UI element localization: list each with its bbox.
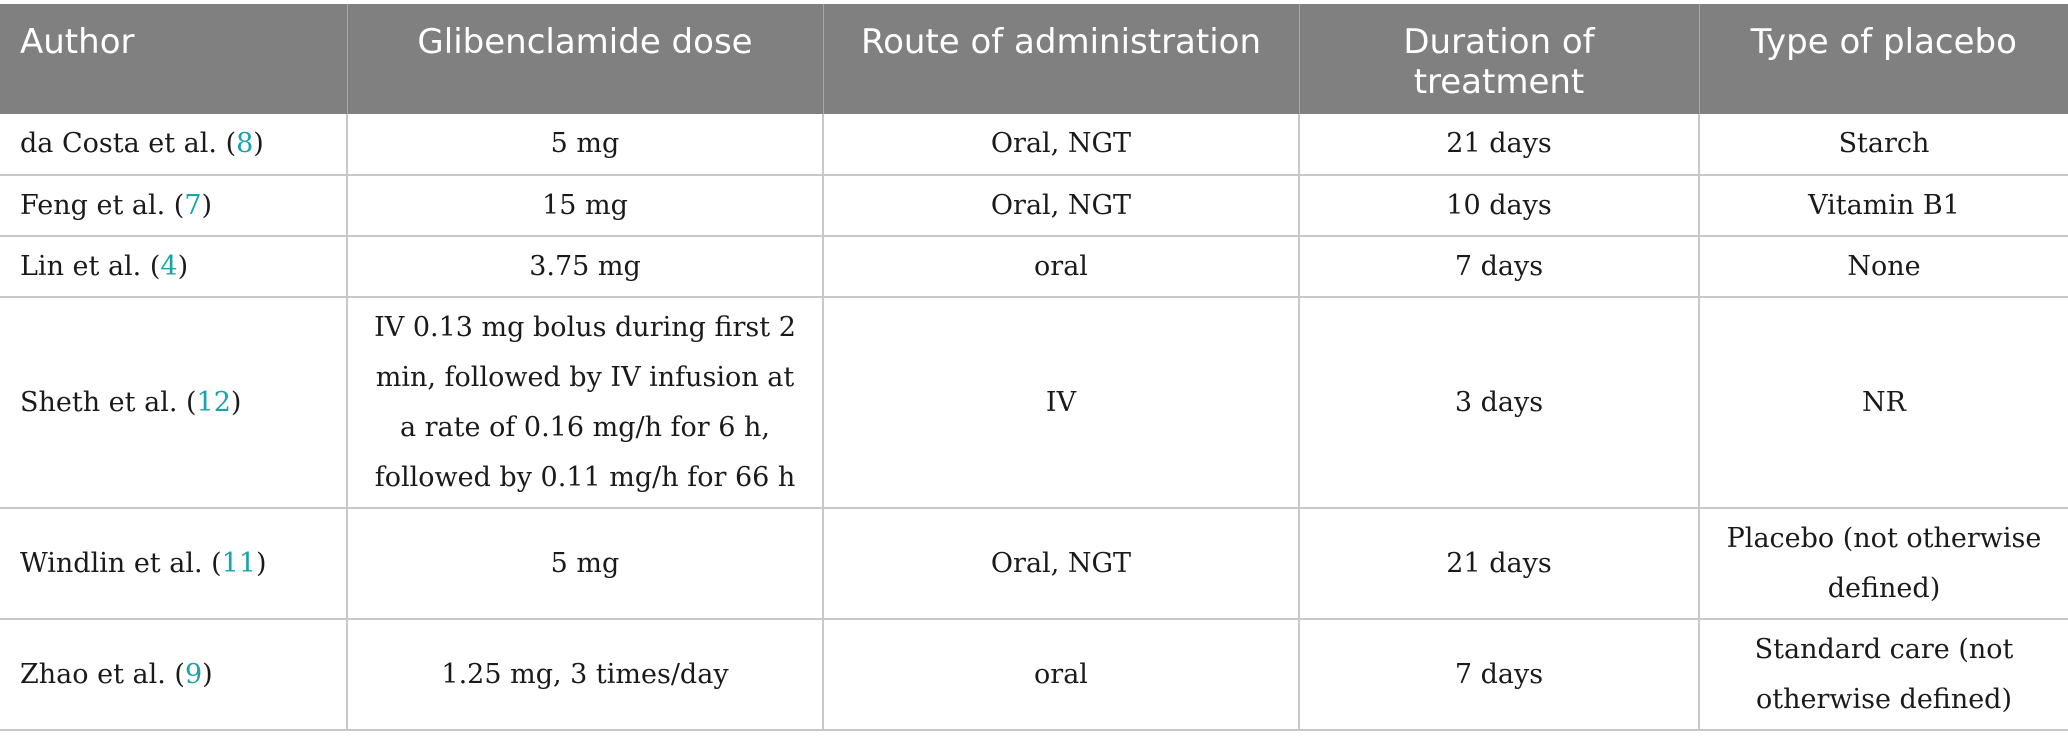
reference-link[interactable]: 8 bbox=[236, 128, 254, 159]
cell-dose: 1.25 mg, 3 times/day bbox=[347, 619, 823, 730]
cell-duration: 10 days bbox=[1299, 175, 1699, 236]
author-name: da Costa et al. ( bbox=[20, 128, 237, 159]
cell-author bbox=[0, 619, 347, 730]
cell-duration: 7 days bbox=[1299, 619, 1699, 730]
cell-duration: 3 days bbox=[1299, 297, 1699, 508]
author-close-paren: ) bbox=[253, 128, 264, 159]
table-row bbox=[0, 619, 2068, 730]
author-close-paren: ) bbox=[177, 250, 189, 282]
cell-dose: 5 mg bbox=[347, 508, 823, 619]
header-type-of-placebo: Type of placebo bbox=[1699, 2, 2068, 114]
table-body bbox=[0, 114, 2068, 730]
cell-author bbox=[0, 114, 347, 175]
header-author: Author bbox=[0, 2, 347, 114]
cell-author bbox=[0, 508, 347, 619]
cell-duration: 7 days bbox=[1299, 236, 1699, 297]
cell-placebo: Starch bbox=[1699, 114, 2068, 175]
cell-dose: IV 0.13 mg bolus during first 2 min, followed by IV infusion at a rate of 0.16 mg/h for 6 h, followed by 0.11 mg/h for 66 h bbox=[347, 297, 823, 508]
cell-placebo: Vitamin B1 bbox=[1699, 175, 2068, 236]
table-row bbox=[0, 508, 2068, 619]
author-close-paren: ) bbox=[230, 386, 242, 418]
reference-link[interactable]: 4 bbox=[160, 250, 178, 282]
author-close-paren: ) bbox=[256, 547, 267, 579]
cell-route: oral bbox=[823, 236, 1299, 297]
author-close-paren: ) bbox=[201, 189, 213, 221]
cell-author bbox=[0, 297, 347, 508]
header-glibenclamide-dose: Glibenclamide dose bbox=[347, 2, 823, 114]
table-header bbox=[0, 2, 2068, 114]
cell-duration: 21 days bbox=[1299, 508, 1699, 619]
table-row bbox=[0, 175, 2068, 236]
cell-route: Oral, NGT bbox=[823, 114, 1299, 175]
table-row bbox=[0, 297, 2068, 508]
cell-author bbox=[0, 236, 347, 297]
reference-link[interactable]: 9 bbox=[184, 658, 203, 690]
cell-duration: 21 days bbox=[1299, 114, 1699, 175]
author-name: Sheth et al. ( bbox=[20, 386, 197, 418]
cell-dose: 3.75 mg bbox=[347, 236, 823, 297]
cell-route: IV bbox=[823, 297, 1299, 508]
header-route-of-administration: Route of administration bbox=[823, 2, 1299, 114]
cell-route: oral bbox=[823, 619, 1299, 730]
cell-placebo: None bbox=[1699, 236, 2068, 297]
reference-link[interactable]: 12 bbox=[196, 386, 231, 418]
header-row bbox=[0, 2, 2068, 114]
cell-placebo: NR bbox=[1699, 297, 2068, 508]
cell-route: Oral, NGT bbox=[823, 175, 1299, 236]
cell-placebo: Standard care (not otherwise defined) bbox=[1699, 619, 2068, 730]
cell-placebo: Placebo (not otherwise defined) bbox=[1699, 508, 2068, 619]
author-name: Lin et al. ( bbox=[20, 250, 161, 282]
table-row bbox=[0, 114, 2068, 175]
author-name: Zhao et al. ( bbox=[20, 658, 185, 690]
author-name: Windlin et al. ( bbox=[20, 547, 222, 579]
author-close-paren: ) bbox=[202, 658, 213, 690]
author-name: Feng et al. ( bbox=[20, 189, 185, 221]
cell-dose: 15 mg bbox=[347, 175, 823, 236]
cell-dose: 5 mg bbox=[347, 114, 823, 175]
cell-route: Oral, NGT bbox=[823, 508, 1299, 619]
reference-link[interactable]: 7 bbox=[184, 189, 202, 221]
cell-author bbox=[0, 175, 347, 236]
reference-link[interactable]: 11 bbox=[221, 547, 257, 579]
header-duration-of-treatment: Duration of treatment bbox=[1299, 2, 1699, 114]
table-row bbox=[0, 236, 2068, 297]
